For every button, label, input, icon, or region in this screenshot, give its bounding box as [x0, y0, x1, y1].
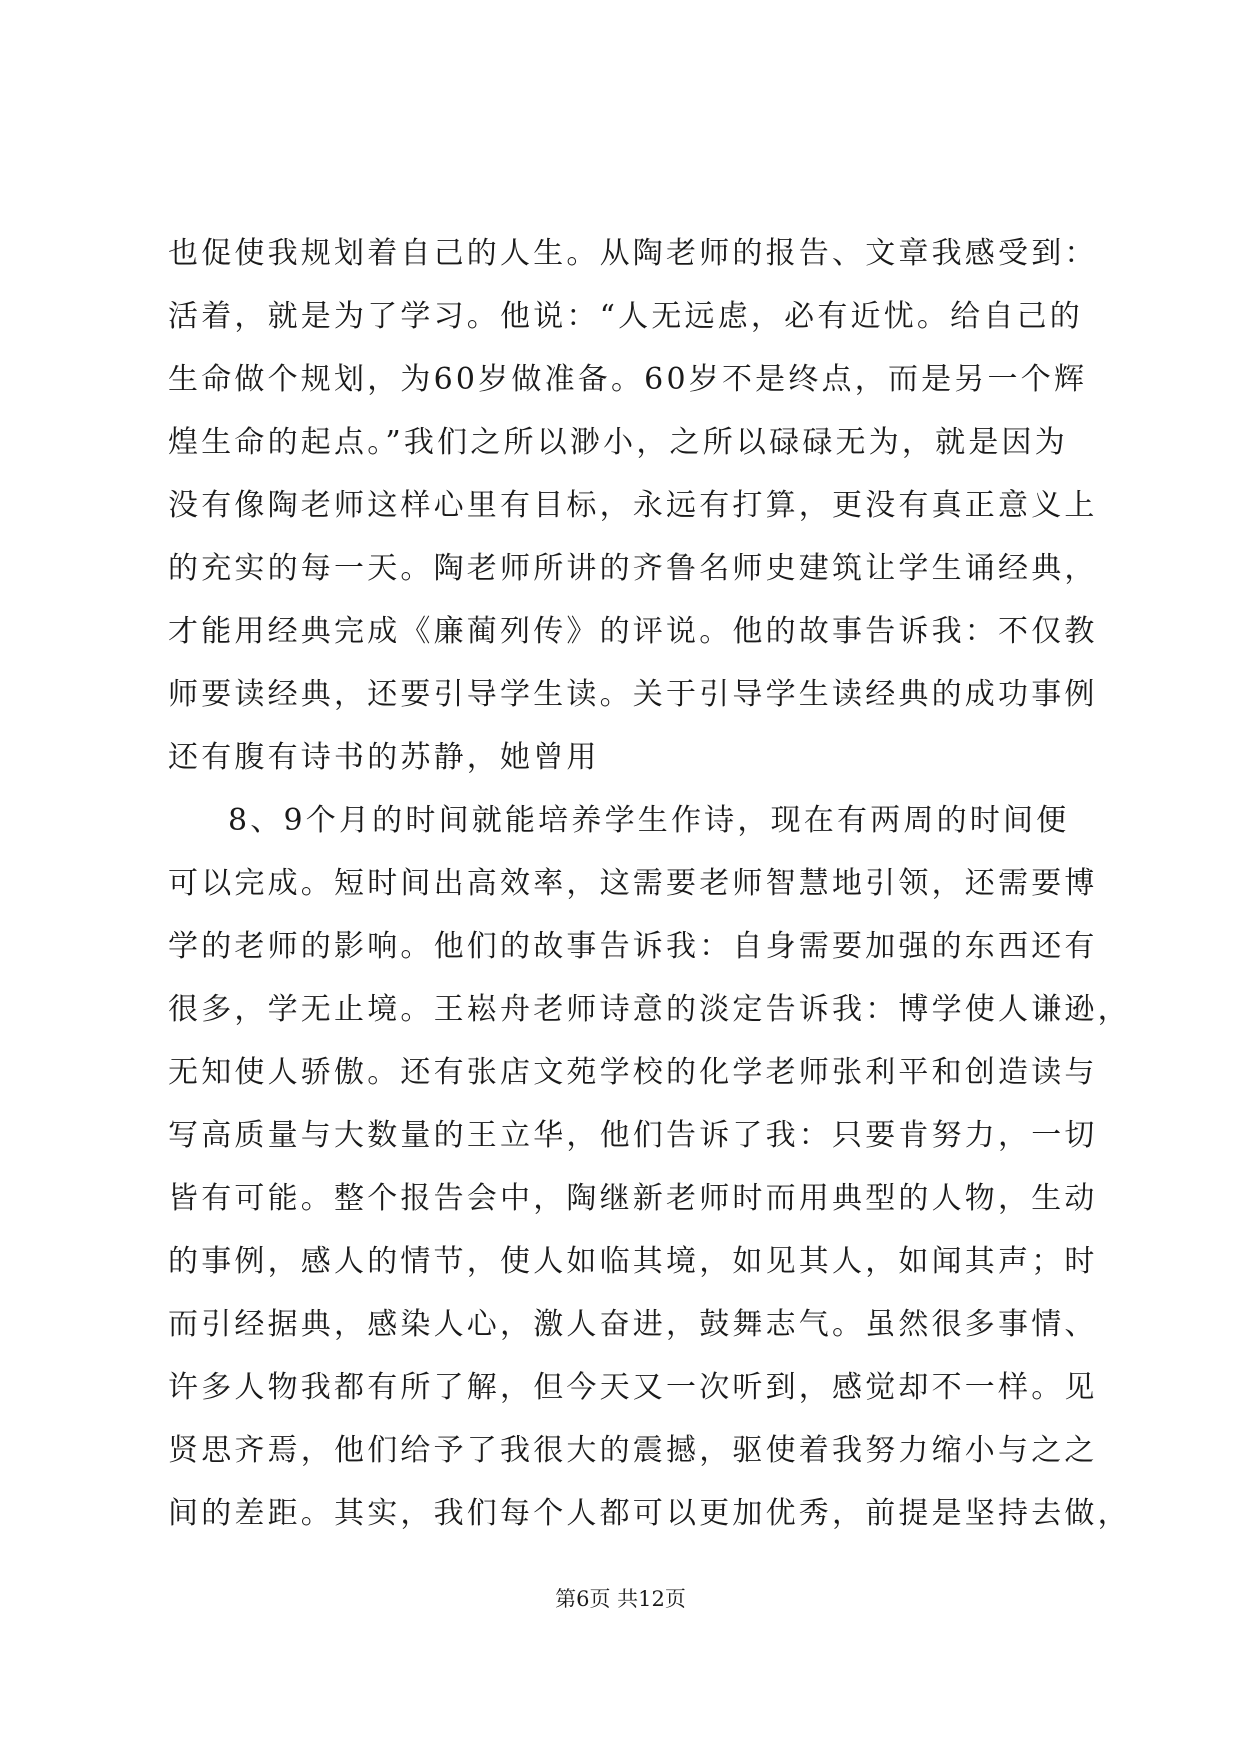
- text-line: 许多人物我都有所了解，但今天又一次听到，感觉却不一样。见: [168, 1370, 1098, 1405]
- text-line: 可以完成。短时间出高效率，这需要老师智慧地引领，还需要博: [168, 866, 1098, 901]
- text-line: 也促使我规划着自己的人生。从陶老师的报告、文章我感受到：: [168, 236, 1098, 271]
- page-number: 第6页 共12页: [555, 1587, 686, 1611]
- body-text: [168, 222, 1131, 1545]
- page-footer: [0, 1584, 1241, 1614]
- text-line: 还有腹有诗书的苏静，她曾用: [168, 740, 600, 775]
- text-line: 间的差距。其实，我们每个人都可以更加优秀，前提是坚持去做，: [168, 1496, 1131, 1531]
- text-line: 生命做个规划，为60岁做准备。60岁不是终点，而是另一个辉: [168, 362, 1088, 397]
- text-line: 没有像陶老师这样心里有目标，永远有打算，更没有真正意义上: [168, 488, 1098, 523]
- text-line: 皆有可能。整个报告会中，陶继新老师时而用典型的人物，生动: [168, 1181, 1098, 1216]
- text-line: 学的老师的影响。他们的故事告诉我：自身需要加强的东西还有: [168, 929, 1098, 964]
- text-line: 写高质量与大数量的王立华，他们告诉了我：只要肯努力，一切: [168, 1118, 1098, 1153]
- text-line: 活着，就是为了学习。他说：“人无远虑，必有近忧。给自己的: [168, 299, 1083, 334]
- text-line: 煌生命的起点。”我们之所以渺小，之所以碌碌无为，就是因为: [168, 425, 1068, 460]
- text-line-paragraph-start: 8、9个月的时间就能培养学生作诗，现在有两周的时间便: [228, 803, 1070, 838]
- text-line: 无知使人骄傲。还有张店文苑学校的化学老师张利平和创造读与: [168, 1055, 1098, 1090]
- text-line: 师要读经典，还要引导学生读。关于引导学生读经典的成功事例: [168, 677, 1098, 712]
- text-line: 而引经据典，感染人心，激人奋进，鼓舞志气。虽然很多事情、: [168, 1307, 1098, 1342]
- text-line: 才能用经典完成《廉蔺列传》的评说。他的故事告诉我：不仅教: [168, 614, 1098, 649]
- text-line: 的事例，感人的情节，使人如临其境，如见其人，如闻其声；时: [168, 1244, 1098, 1279]
- text-line: 的充实的每一天。陶老师所讲的齐鲁名师史建筑让学生诵经典，: [168, 551, 1098, 586]
- text-line: 贤思齐焉，他们给予了我很大的震撼，驱使着我努力缩小与之之: [168, 1433, 1098, 1468]
- text-line: 很多，学无止境。王崧舟老师诗意的淡定告诉我：博学使人谦逊，: [168, 992, 1131, 1027]
